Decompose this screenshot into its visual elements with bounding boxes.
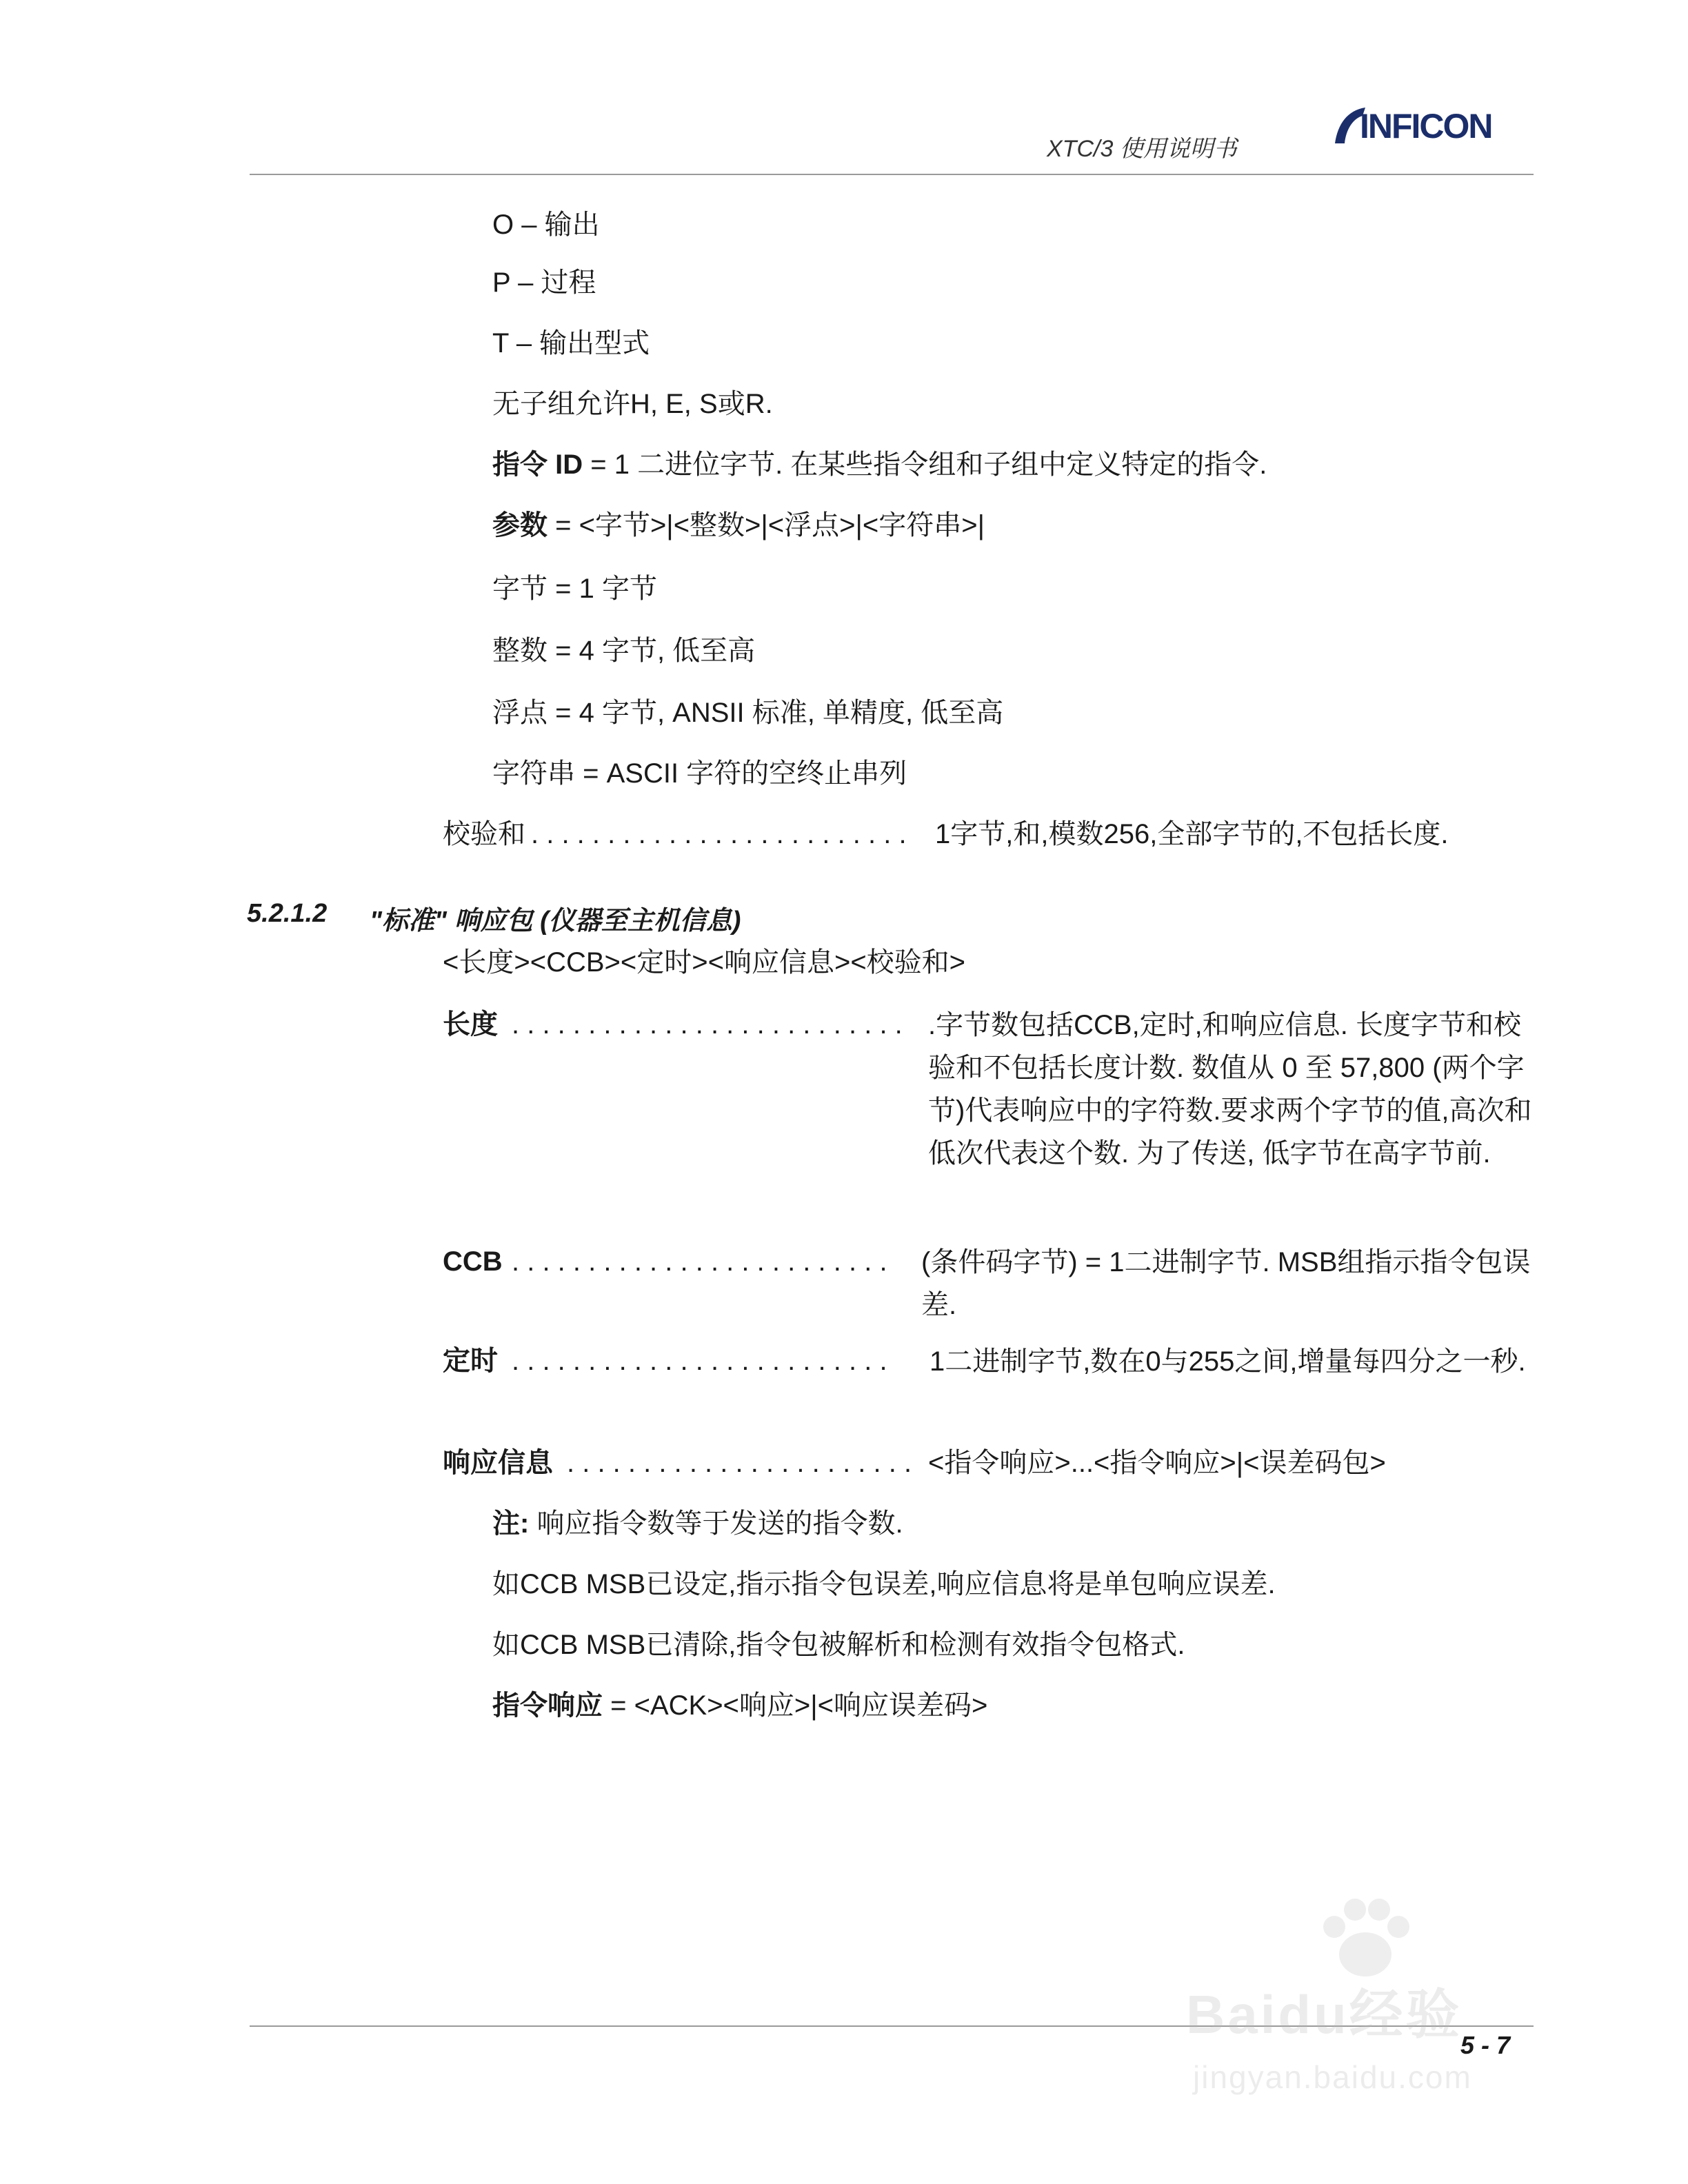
text-line: O – 输出 [492, 210, 600, 240]
text-line [492, 1689, 987, 1722]
text-line: 浮点 = 4 字节, ANSII 标准, 单精度, 低至高 [492, 698, 1004, 728]
watermark-sub: jingyan.baidu.com [1193, 2059, 1472, 2095]
term-text: = <字节>|<整数>|<浮点>|<字符串>| [547, 510, 985, 540]
section-title: "标准" 响应包 (仪器至主机信息) [370, 907, 741, 936]
header-title: XTC/3 使用说明书 [1047, 136, 1237, 162]
leader-dots: . . . . . . . . . . . . . . . . . . . . . . . . . [531, 819, 907, 849]
leader-dots: . . . . . . . . . . . . . . . . . . . . . . . . . [512, 1346, 887, 1376]
inficon-logo [1332, 103, 1532, 146]
text-line [492, 509, 985, 542]
packet-format: <长度><CCB><定时><响应信息><校验和> [443, 947, 966, 978]
term-label: 参数 [492, 510, 547, 540]
term-text: = <ACK><响应>|<响应误差码> [603, 1690, 988, 1721]
note-line [492, 1507, 903, 1540]
def-label-length: 长度 [443, 1009, 498, 1040]
text-line [492, 448, 1267, 481]
page-number: 5 - 7 [1460, 2031, 1511, 2059]
text-line: 如CCB MSB已设定,指示指令包误差,响应信息将是单包响应误差. [492, 1569, 1276, 1599]
watermark [1186, 1896, 1572, 2130]
def-text-length: .字节数包括CCB,定时,和响应信息. 长度字节和校验和不包括长度计数. 数值从 0 至 57,800 (两个字节)代表响应中的字符数.要求两个字节的值,高次和低次代表这个数. 为了传送, 低字节在高字节前. [928, 1010, 1532, 1169]
text-line: 字节 = 1 字节 [492, 574, 657, 604]
note-text: 响应指令数等于发送的指令数. [529, 1508, 903, 1539]
watermark-text: Baidu经验 [1186, 1984, 1463, 2045]
note-label: 注: [492, 1508, 530, 1539]
def-label-timing: 定时 [443, 1346, 498, 1376]
term-label: 指令响应 [492, 1690, 603, 1721]
leader-dots: . . . . . . . . . . . . . . . . . . . . . . . [567, 1448, 912, 1478]
def-text-response: <指令响应>...<指令响应>|<误差码包> [928, 1448, 1386, 1478]
def-label-ccb: CCB [443, 1246, 503, 1277]
text-line: 无子组允许H, E, S或R. [492, 389, 773, 419]
def-text-ccb: (条件码字节) = 1二进制字节. MSB组指示指令包误差. [921, 1247, 1531, 1320]
leader-dots: . . . . . . . . . . . . . . . . . . . . . . . . . . [512, 1009, 903, 1040]
checksum-text: 1字节,和,模数256,全部字节的,不包括长度. [935, 819, 1449, 849]
header-rule [250, 174, 1534, 175]
text-line: 整数 = 4 字节, 低至高 [492, 636, 756, 666]
text-line: T – 输出型式 [492, 328, 650, 358]
text-line: 字符串 = ASCII 字符的空终止串列 [492, 758, 907, 789]
term-label: 指令 ID [492, 449, 583, 480]
text-line: P – 过程 [492, 267, 596, 298]
checksum-label: 校验和 [443, 819, 525, 849]
section-number: 5.2.1.2 [247, 899, 328, 928]
text-line: 如CCB MSB已清除,指令包被解析和检测有效指令包格式. [492, 1630, 1185, 1660]
term-text: = 1 二进位字节. 在某些指令组和子组中定义特定的指令. [583, 449, 1267, 480]
logo-text: INFICON [1360, 107, 1492, 145]
leader-dots: . . . . . . . . . . . . . . . . . . . . . . . . . [512, 1246, 887, 1277]
def-text-timing: 1二进制字节,数在0与255之间,增量每四分之一秒. [930, 1346, 1526, 1377]
def-label-response: 响应信息 [443, 1448, 553, 1478]
